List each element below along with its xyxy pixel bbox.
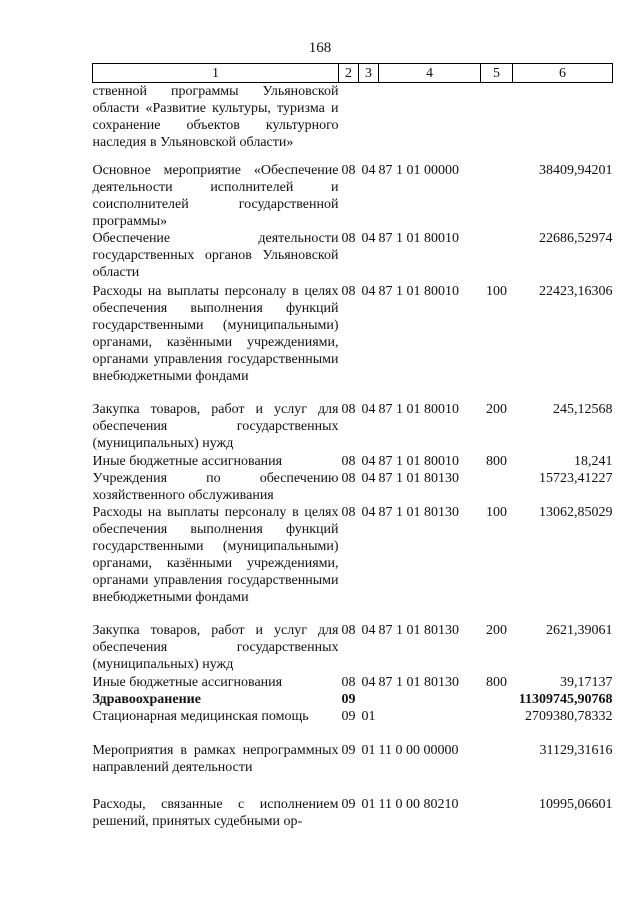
row-name: Основное мероприятие «Обеспечение деятельности исполнителей и соисполнителей государственной программы» bbox=[92, 162, 339, 229]
row-amount: 11309745,90768 bbox=[518, 691, 613, 707]
row-target-item: 11 0 00 00000 bbox=[378, 742, 459, 758]
row-expense-type bbox=[481, 162, 513, 230]
row-target-item: 87 1 01 00000 bbox=[378, 162, 459, 178]
row-target-item: 11 0 00 80210 bbox=[378, 796, 459, 812]
table-header bbox=[93, 64, 613, 83]
row-target-item: 87 1 01 80010 bbox=[378, 453, 459, 469]
budget-table bbox=[92, 63, 613, 830]
row-name: Расходы на выплаты персоналу в целях обеспечения выполнения функций государственными (муниципальными) органами, казёнными учреждениями, органами управления государственными внебюджетными фондами bbox=[92, 283, 339, 384]
row-subsection bbox=[359, 83, 379, 162]
table-row bbox=[93, 691, 613, 708]
table-row bbox=[93, 742, 613, 796]
row-subsection: 01 bbox=[361, 742, 376, 758]
table-row bbox=[93, 622, 613, 674]
page-number: 168 bbox=[308, 40, 332, 56]
column-header-amount: 6 bbox=[513, 64, 613, 83]
row-name: Иные бюджетные ассигнования bbox=[92, 674, 283, 690]
row-section bbox=[339, 83, 359, 162]
row-section: 08 bbox=[341, 283, 356, 299]
row-expense-type bbox=[481, 230, 513, 283]
table-row bbox=[93, 674, 613, 691]
row-subsection: 04 bbox=[361, 401, 376, 417]
row-section: 08 bbox=[341, 622, 356, 638]
column-header-expense-type: 5 bbox=[481, 64, 513, 83]
row-target-item: 87 1 01 80130 bbox=[378, 504, 459, 520]
row-amount: 18,241 bbox=[574, 453, 613, 469]
row-name: Закупка товаров, работ и услуг для обеспечения государственных (муниципальных) нужд bbox=[92, 622, 339, 672]
row-subsection: 01 bbox=[361, 708, 376, 724]
row-section: 08 bbox=[341, 162, 356, 178]
row-amount: 10995,06601 bbox=[539, 796, 613, 812]
column-header-name: 1 bbox=[93, 64, 339, 83]
table-row bbox=[93, 230, 613, 283]
row-name: Иные бюджетные ассигнования bbox=[92, 453, 283, 469]
row-subsection: 04 bbox=[361, 470, 376, 486]
row-subsection: 04 bbox=[361, 453, 376, 469]
row-name: Учреждения по обеспечению хозяйственного обслуживания bbox=[92, 470, 339, 503]
row-expense-type: 100 bbox=[486, 504, 507, 520]
row-subsection: 04 bbox=[361, 504, 376, 520]
row-expense-type bbox=[481, 470, 513, 504]
row-expense-type: 100 bbox=[486, 283, 507, 299]
row-section: 08 bbox=[341, 470, 356, 486]
row-section: 08 bbox=[341, 230, 356, 246]
row-target-item: 87 1 01 80010 bbox=[378, 230, 459, 246]
table-body bbox=[93, 83, 613, 830]
row-name: Закупка товаров, работ и услуг для обеспечения государственных (муниципальных) нужд bbox=[92, 401, 339, 451]
row-expense-type bbox=[481, 796, 513, 830]
table-row bbox=[93, 796, 613, 830]
row-target-item: 87 1 01 80130 bbox=[378, 622, 459, 638]
row-amount bbox=[513, 83, 613, 162]
row-target-item bbox=[379, 83, 481, 162]
row-amount: 31129,31616 bbox=[539, 742, 613, 758]
table-row bbox=[93, 162, 613, 230]
row-amount: 2709380,78332 bbox=[525, 708, 613, 724]
row-section: 08 bbox=[341, 504, 356, 520]
row-expense-type: 800 bbox=[486, 674, 507, 690]
row-expense-type: 200 bbox=[486, 622, 507, 638]
column-header-target-item: 4 bbox=[379, 64, 481, 83]
row-section: 08 bbox=[341, 674, 356, 690]
row-amount: 22686,52974 bbox=[539, 230, 613, 246]
column-header-section: 2 bbox=[339, 64, 359, 83]
row-subsection: 04 bbox=[361, 162, 376, 178]
row-name: Мероприятия в рамках непрограммных направлений деятельности bbox=[92, 742, 339, 775]
row-section: 09 bbox=[341, 796, 356, 812]
row-amount: 13062,85029 bbox=[539, 504, 613, 520]
row-amount: 15723,41227 bbox=[539, 470, 613, 486]
row-section: 08 bbox=[341, 453, 356, 469]
row-target-item bbox=[379, 708, 481, 742]
row-target-item: 87 1 01 80130 bbox=[378, 674, 459, 690]
row-name: Стационарная медицинская помощь bbox=[92, 708, 309, 724]
row-target-item: 87 1 01 80010 bbox=[378, 283, 459, 299]
table-row bbox=[93, 470, 613, 504]
row-amount: 38409,94201 bbox=[539, 162, 613, 178]
row-subsection: 01 bbox=[361, 796, 376, 812]
row-amount: 22423,16306 bbox=[539, 283, 613, 299]
row-name: Расходы на выплаты персоналу в целях обеспечения выполнения функций государственными (муниципальными) органами, казёнными учреждениями, органами управления государственными внебюджетными фондами bbox=[92, 504, 339, 605]
table-row bbox=[93, 401, 613, 453]
table-row bbox=[93, 708, 613, 742]
row-subsection: 04 bbox=[361, 674, 376, 690]
row-target-item: 87 1 01 80130 bbox=[378, 470, 459, 486]
table-row bbox=[93, 453, 613, 470]
row-expense-type bbox=[481, 742, 513, 796]
row-subsection bbox=[359, 691, 379, 708]
row-section: 09 bbox=[341, 691, 356, 707]
row-amount: 2621,39061 bbox=[546, 622, 613, 638]
table-row bbox=[93, 83, 613, 162]
table-row bbox=[93, 504, 613, 622]
column-header-subsection: 3 bbox=[359, 64, 379, 83]
row-name: Здравоохранение bbox=[92, 691, 201, 707]
row-expense-type bbox=[481, 708, 513, 742]
row-subsection: 04 bbox=[361, 283, 376, 299]
row-subsection: 04 bbox=[361, 230, 376, 246]
row-name: Обеспечение деятельности государственных органов Ульяновской области bbox=[92, 230, 339, 280]
row-amount: 245,12568 bbox=[553, 401, 613, 417]
row-section: 09 bbox=[341, 742, 356, 758]
row-name: Расходы, связанные с исполнением решений, принятых судебными ор- bbox=[92, 796, 339, 829]
row-expense-type: 200 bbox=[486, 401, 507, 417]
table-row bbox=[93, 283, 613, 401]
row-expense-type bbox=[481, 691, 513, 708]
row-target-item bbox=[379, 691, 481, 708]
row-expense-type: 800 bbox=[486, 453, 507, 469]
row-amount: 39,17137 bbox=[560, 674, 613, 690]
row-section: 08 bbox=[341, 401, 356, 417]
row-section: 09 bbox=[341, 708, 356, 724]
row-subsection: 04 bbox=[361, 622, 376, 638]
row-target-item: 87 1 01 80010 bbox=[378, 401, 459, 417]
row-expense-type bbox=[481, 83, 513, 162]
row-name: ственной программы Ульяновской области «Развитие культуры, туризма и сохранение объектов культурного наследия в Ульяновской области» bbox=[92, 84, 339, 150]
